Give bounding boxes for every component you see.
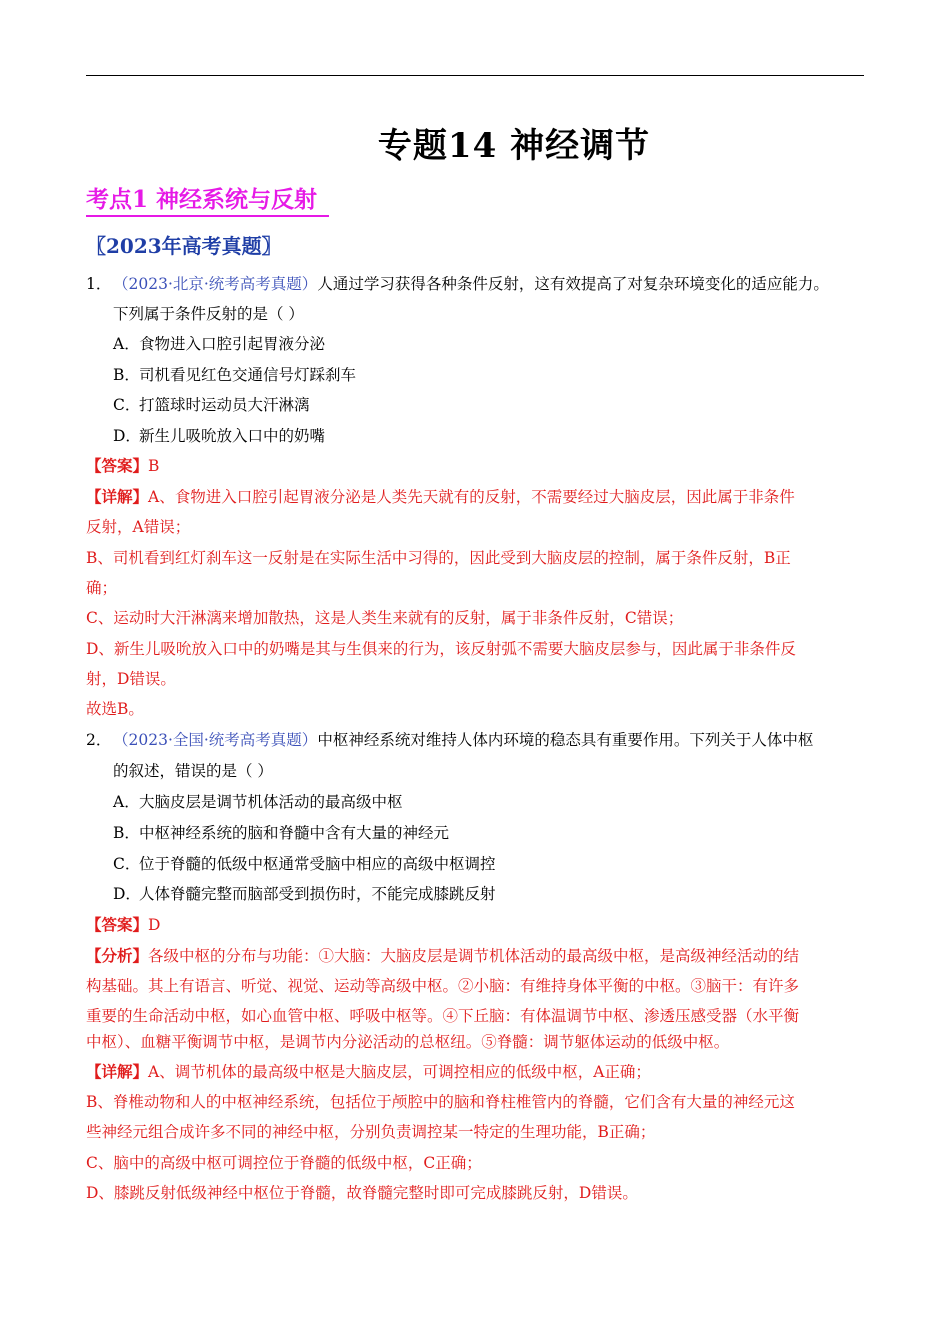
detail-line: B、脊椎动物和人的中枢神经系统，包括位于颅腔中的脑和脊柱椎管内的脊髓，它们含有大量的神经元这: [86, 1093, 795, 1111]
question-1-answer: [86, 454, 159, 478]
option-text: 大脑皮层是调节机体活动的最高级中枢: [139, 793, 403, 811]
analysis-text: 各级中枢的分布与功能：①大脑：大脑皮层是调节机体活动的最高级中枢，是高级神经活动的结: [148, 947, 800, 965]
question-1-option-c: [113, 393, 310, 417]
analysis-line: 构基础。其上有语言、听觉、视觉、运动等高级中枢。②小脑：有维持身体平衡的中枢。③脑干：有许多: [86, 977, 800, 995]
option-letter: B．: [113, 824, 140, 842]
question-2-option-c: [113, 852, 496, 876]
option-text: 位于脊髓的低级中枢通常受脑中相应的高级中枢调控: [139, 855, 496, 873]
option-letter: C．: [113, 396, 141, 414]
option-text: 中枢神经系统的脑和脊髓中含有大量的神经元: [139, 824, 450, 842]
option-text: 食物进入口腔引起胃液分泌: [139, 335, 326, 353]
question-text: 中枢神经系统对维持人体内环境的稳态具有重要作用。下列关于人体中枢: [317, 731, 814, 749]
section-heading: 考点1 神经系统与反射: [86, 185, 329, 217]
detail-text: A、食物进入口腔引起胃液分泌是人类先天就有的反射，不需要经过大脑皮层，因此属于非条件: [148, 488, 795, 506]
answer-tag: 【答案】: [86, 456, 149, 475]
question-2-analysis: [86, 944, 799, 968]
detail-line: B、司机看到红灯刹车这一反射是在实际生活中习得的，因此受到大脑皮层的控制，属于条件反射，B正: [86, 549, 791, 567]
option-text: 司机看见红色交通信号灯踩刹车: [139, 366, 357, 384]
option-letter: A．: [113, 335, 140, 353]
detail-line: 些神经元组合成许多不同的神经中枢，分别负责调控某一特定的生理功能，B正确；: [86, 1123, 656, 1141]
detail-line: 射，D错误。: [86, 670, 176, 688]
detail-line: 反射，A错误；: [86, 518, 191, 536]
question-2-stem: [86, 728, 813, 752]
detail-line: D、新生儿吸吮放入口中的奶嘴是其与生俱来的行为，该反射弧不需要大脑皮层参与，因此属于非条件反: [86, 640, 796, 658]
detail-line: C、运动时大汗淋漓来增加散热，这是人类生来就有的反射，属于非条件反射，C错误；: [86, 609, 684, 627]
detail-tag: 【详解】: [86, 1062, 149, 1081]
page-title: 专题14 神经调节: [377, 126, 651, 166]
question-source: （2023·全国·统考高考真题）: [113, 731, 318, 749]
question-2-stem-continued: 的叙述，错误的是（ ）: [113, 762, 273, 780]
question-2-answer: [86, 913, 160, 937]
detail-tag: 【详解】: [86, 487, 149, 506]
question-2-option-d: [113, 882, 496, 906]
analysis-line: 中枢）、血糖平衡调节中枢，是调节内分泌活动的总枢纽。⑤脊髓：调节躯体运动的低级中枢。: [86, 1033, 730, 1051]
answer-value: D: [148, 916, 161, 934]
question-1-option-d: [113, 424, 325, 448]
option-text: 新生儿吸吮放入口中的奶嘴: [139, 427, 326, 445]
question-1-stem-continued: 下列属于条件反射的是（ ）: [113, 305, 304, 323]
option-text: 打篮球时运动员大汗淋漓: [139, 396, 310, 414]
detail-line: D、膝跳反射低级神经中枢位于脊髓，故脊髓完整时即可完成膝跳反射，D错误。: [86, 1184, 638, 1202]
analysis-line: 重要的生命活动中枢，如心血管中枢、呼吸中枢等。④下丘脑：有体温调节中枢、渗透压感受器（水平衡: [86, 1007, 800, 1025]
question-2-option-a: [113, 790, 403, 814]
option-letter: D．: [113, 427, 141, 445]
detail-text: A、调节机体的最高级中枢是大脑皮层，可调控相应的低级中枢，A正确；: [148, 1063, 651, 1081]
question-1-stem: [86, 272, 829, 296]
detail-line: 确；: [86, 579, 118, 597]
question-1-detail: [86, 485, 795, 509]
option-letter: B．: [113, 366, 140, 384]
option-letter: A．: [113, 793, 140, 811]
option-letter: C．: [113, 855, 141, 873]
analysis-tag: 【分析】: [86, 946, 149, 965]
question-2-detail: [86, 1060, 651, 1084]
year-heading: 〖2023年高考真题〗: [86, 234, 282, 258]
question-1-option-b: [113, 363, 356, 387]
answer-tag: 【答案】: [86, 915, 149, 934]
header-rule: [86, 75, 864, 76]
question-number: 2．: [86, 731, 112, 749]
option-letter: D．: [113, 885, 141, 903]
question-1-conclusion: 故选B。: [86, 700, 144, 718]
answer-value: B: [148, 457, 160, 475]
option-text: 人体脊髓完整而脑部受到损伤时，不能完成膝跳反射: [139, 885, 496, 903]
detail-line: C、脑中的高级中枢可调控位于脊髓的低级中枢，C正确；: [86, 1154, 482, 1172]
question-2-option-b: [113, 821, 449, 845]
question-number: 1．: [86, 275, 112, 293]
question-text: 人通过学习获得各种条件反射，这有效提高了对复杂环境变化的适应能力。: [317, 275, 829, 293]
question-source: （2023·北京·统考高考真题）: [113, 275, 318, 293]
question-1-option-a: [113, 332, 325, 356]
